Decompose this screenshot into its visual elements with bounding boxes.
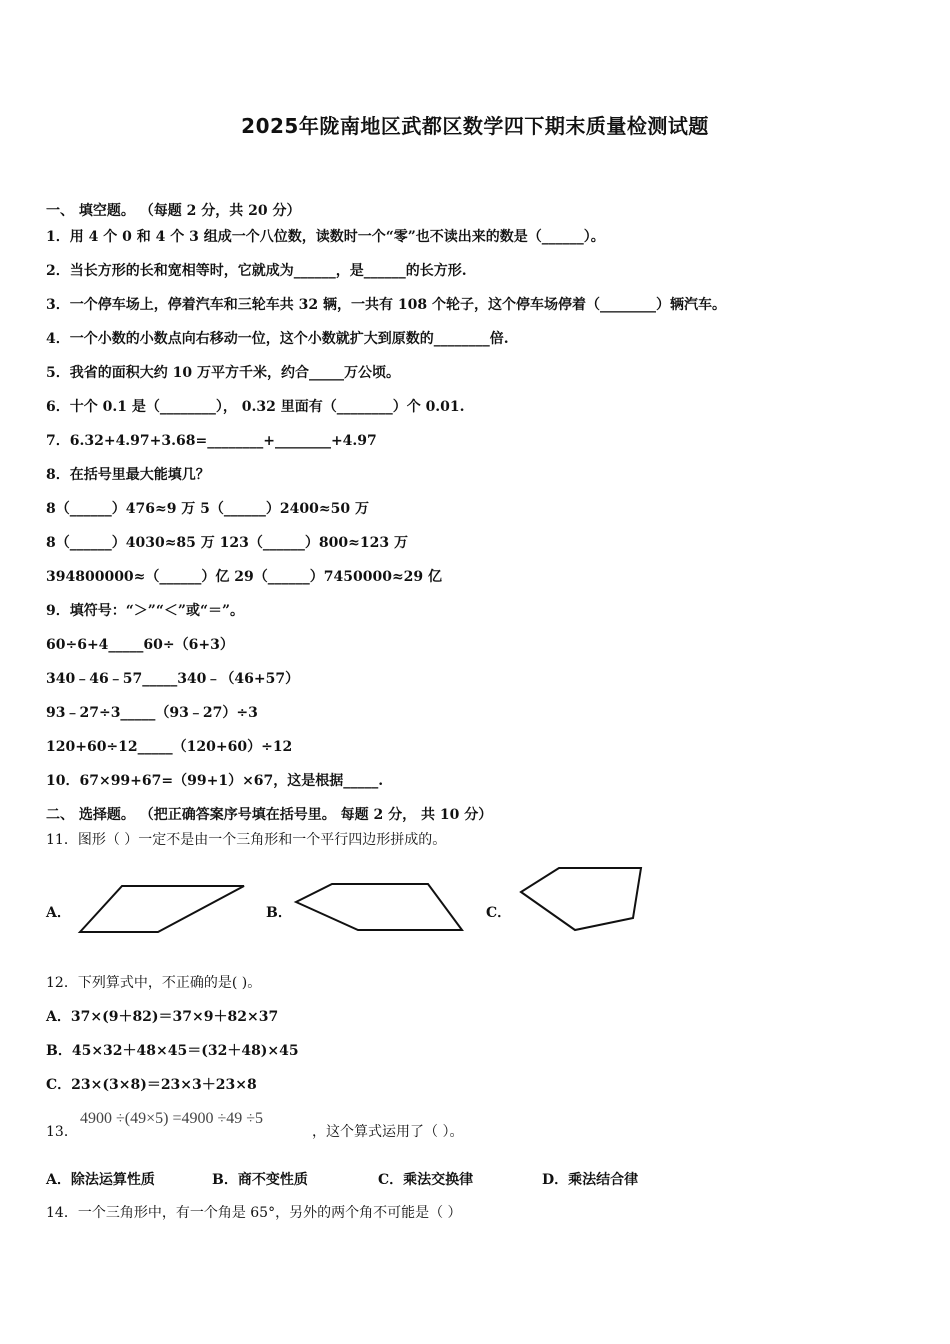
section-2-heading: 二、 选择题。 （把正确答案序号填在括号里。 每题 2 分， 共 10 分）	[46, 807, 493, 823]
question-13-text: ，这个算式运用了（ ）。	[312, 1124, 464, 1140]
question-12: 12．下列算式中，不正确的是( )。	[46, 975, 262, 991]
option-c-label: C．	[486, 905, 512, 921]
question-11: 11．图形（ ）一定不是由一个三角形和一个平行四边形拼成的。	[46, 832, 447, 848]
question-9: 9．填符号：“＞”“＜”或“＝”。	[46, 603, 245, 619]
question-10: 10．67×99+67=（99+1）×67，这是根据_____.	[46, 773, 384, 789]
question-13-option-b: B．商不变性质	[212, 1172, 308, 1188]
question-8: 8．在括号里最大能填几？	[46, 467, 210, 483]
question-5: 5．我省的面积大约 10 万平方千米，约合_____万公顷。	[46, 365, 400, 381]
question-8-row-3: 394800000≈（______）亿 29（______）7450000≈29 亿	[46, 569, 443, 585]
question-8-row-2: 8（______）4030≈85 万 123（______）800≈123 万	[46, 535, 408, 551]
question-9-row-2: 340﹣46﹣57_____340﹣（46+57）	[46, 671, 300, 687]
question-13-option-a: A．除法运算性质	[46, 1172, 155, 1188]
question-2: 2．当长方形的长和宽相等时，它就成为______，是______的长方形.	[46, 263, 467, 279]
question-9-row-3: 93﹣27÷3_____（93﹣27）÷3	[46, 705, 258, 721]
question-13-option-c: C．乘法交换律	[378, 1172, 474, 1188]
question-14: 14．一个三角形中，有一个角是 65°，另外的两个角不可能是（ ）	[46, 1205, 462, 1221]
question-12-option-c: C．23×(3×8)＝23×3＋23×8	[46, 1077, 257, 1093]
page-title: 2025年陇南地区武都区数学四下期末质量检测试题	[241, 114, 709, 138]
question-6: 6．十个 0.1 是（________）， 0.32 里面有（________）个 0.01.	[46, 399, 465, 415]
question-9-row-4: 120+60÷12_____（120+60）÷12	[46, 739, 293, 755]
hexagon-shape	[290, 876, 475, 938]
section-1-heading: 一、 填空题。 （每题 2 分，共 20 分）	[46, 203, 301, 219]
question-9-row-1: 60÷6+4_____60÷（6+3）	[46, 637, 234, 653]
question-3: 3．一个停车场上，停着汽车和三轮车共 32 辆，一共有 108 个轮子，这个停车场停着（________）辆汽车。	[46, 297, 726, 313]
pentagon-shape	[515, 862, 650, 937]
option-a-label: A．	[46, 905, 71, 921]
parallelogram-shape	[70, 878, 255, 940]
option-b-label: B．	[266, 905, 292, 921]
question-13-number: 13．	[46, 1124, 78, 1140]
question-13-formula: 4900 ÷(49×5) =4900 ÷49 ÷5	[80, 1110, 264, 1127]
question-1: 1．用 4 个 0 和 4 个 3 组成一个八位数，读数时一个“零”也不读出来的数是（______）。	[46, 229, 605, 245]
question-13-option-d: D．乘法结合律	[542, 1172, 639, 1188]
question-4: 4．一个小数的小数点向右移动一位，这个小数就扩大到原数的________倍.	[46, 331, 509, 347]
question-12-option-a: A．37×(9＋82)＝37×9＋82×37	[46, 1009, 279, 1025]
question-7: 7．6.32+4.97+3.68=________+________+4.97	[46, 433, 377, 449]
question-8-row-1: 8（______）476≈9 万 5（______）2400≈50 万	[46, 501, 369, 517]
question-12-option-b: B．45×32＋48×45＝(32＋48)×45	[46, 1043, 299, 1059]
